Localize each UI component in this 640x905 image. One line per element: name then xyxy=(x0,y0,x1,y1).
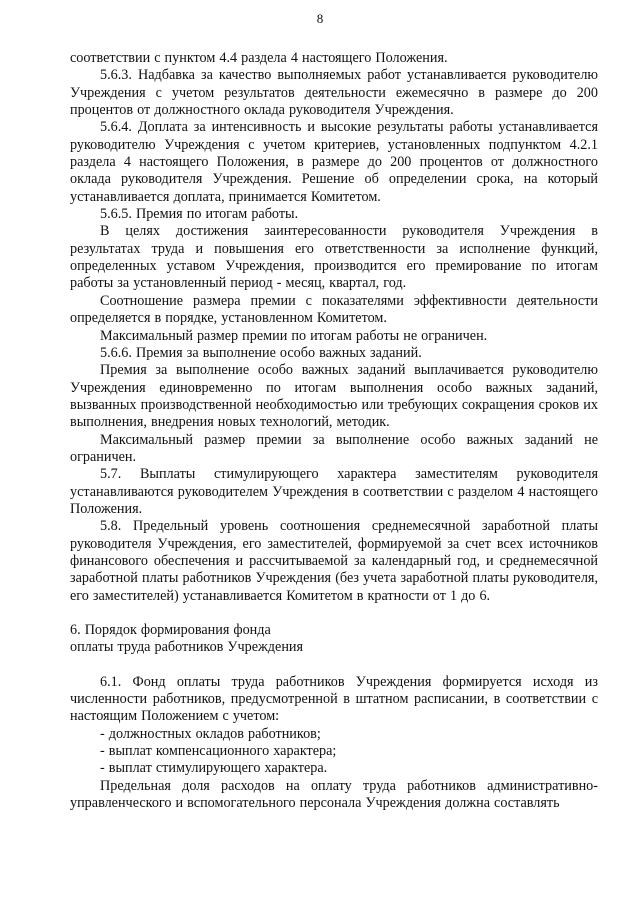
paragraph-special-bonus: Премия за выполнение особо важных заданий выплачивается руководителю Учреждения единовременно по итогам выполнения особо важных заданий, вызванных производственной необходимостью или требующих сокращения сроков их выполнения, внедрения новых технологий, методик. xyxy=(70,362,598,431)
paragraph-5-8: 5.8. Предельный уровень соотношения среднемесячной заработной платы руководителя Учреждения, его заместителей, формируемой за счет всех источников финансового обеспечения и рассчитываемой за календарный год, и среднемесячной заработной платы работников Учреждения (без учета заработной платы руководителя, его заместителей) устанавливается Комитетом в кратности от 1 до 6. xyxy=(70,518,598,604)
list-item-salaries: - должностных окладов работников; xyxy=(100,725,321,742)
paragraph-5-6-6: 5.6.6. Премия за выполнение особо важных заданий. xyxy=(100,344,422,361)
paragraph-5-7: 5.7. Выплаты стимулирующего характера заместителям руководителя устанавливаются руководителем Учреждения в соответствии с разделом 4 настоящего Положения. xyxy=(70,466,598,517)
paragraph-6-1: 6.1. Фонд оплаты труда работников Учреждения формируется исходя из численности работников, предусмотренной в штатном расписании, в соответствии с настоящим Положением с учетом: xyxy=(70,673,598,725)
paragraph-bonus-ratio: Соотношение размера премии с показателями эффективности деятельности определяется в порядке, установленном Комитетом. xyxy=(70,292,598,327)
paragraph-5-6-4: 5.6.4. Доплата за интенсивность и высокие результаты работы устанавливается руководителю Учреждения с учетом критериев, установленных подпунктом 4.2.1 раздела 4 настоящего Положения, в размере до 200 процентов от должностного оклада руководителя Учреждения. Решение об определении срока, на который устанавливается доплата, принимается Комитетом. xyxy=(70,119,598,205)
section-heading-line1: 6. Порядок формирования фонда xyxy=(70,622,271,638)
list-item-incentive: - выплат стимулирующего характера. xyxy=(100,760,328,777)
paragraph-5-6-5: 5.6.5. Премия по итогам работы. xyxy=(100,206,299,223)
paragraph-admin-share: Предельная доля расходов на оплату труда работников административно-управленческого и вспомогательного персонала Учреждения должна составлять xyxy=(70,777,598,812)
paragraph-special-bonus-max: Максимальный размер премии за выполнение особо важных заданий не ограничен. xyxy=(70,431,598,465)
paragraph-continuation: соответствии с пунктом 4.4 раздела 4 настоящего Положения. xyxy=(70,50,448,66)
paragraph-bonus-max: Максимальный размер премии по итогам работы не ограничен. xyxy=(100,327,488,344)
page-number: 8 xyxy=(316,11,324,26)
list-item-compensation: - выплат компенсационного характера; xyxy=(100,743,337,760)
document-body xyxy=(70,50,598,812)
section-heading-line2: оплаты труда работников Учреждения xyxy=(70,639,304,656)
paragraph-bonus-purpose: В целях достижения заинтересованности руководителя Учреждения в результатах труда и повышения его ответственности за исполнение функций, определенных уставом Учреждения, производится его премирование по итогам работы за установленный период - месяц, квартал, год. xyxy=(70,223,598,292)
paragraph-5-6-3: 5.6.3. Надбавка за качество выполняемых работ устанавливается руководителю Учреждения с учетом результатов деятельности ежемесячно в размере до 200 процентов от должностного оклада руководителя Учреждения. xyxy=(70,67,598,119)
